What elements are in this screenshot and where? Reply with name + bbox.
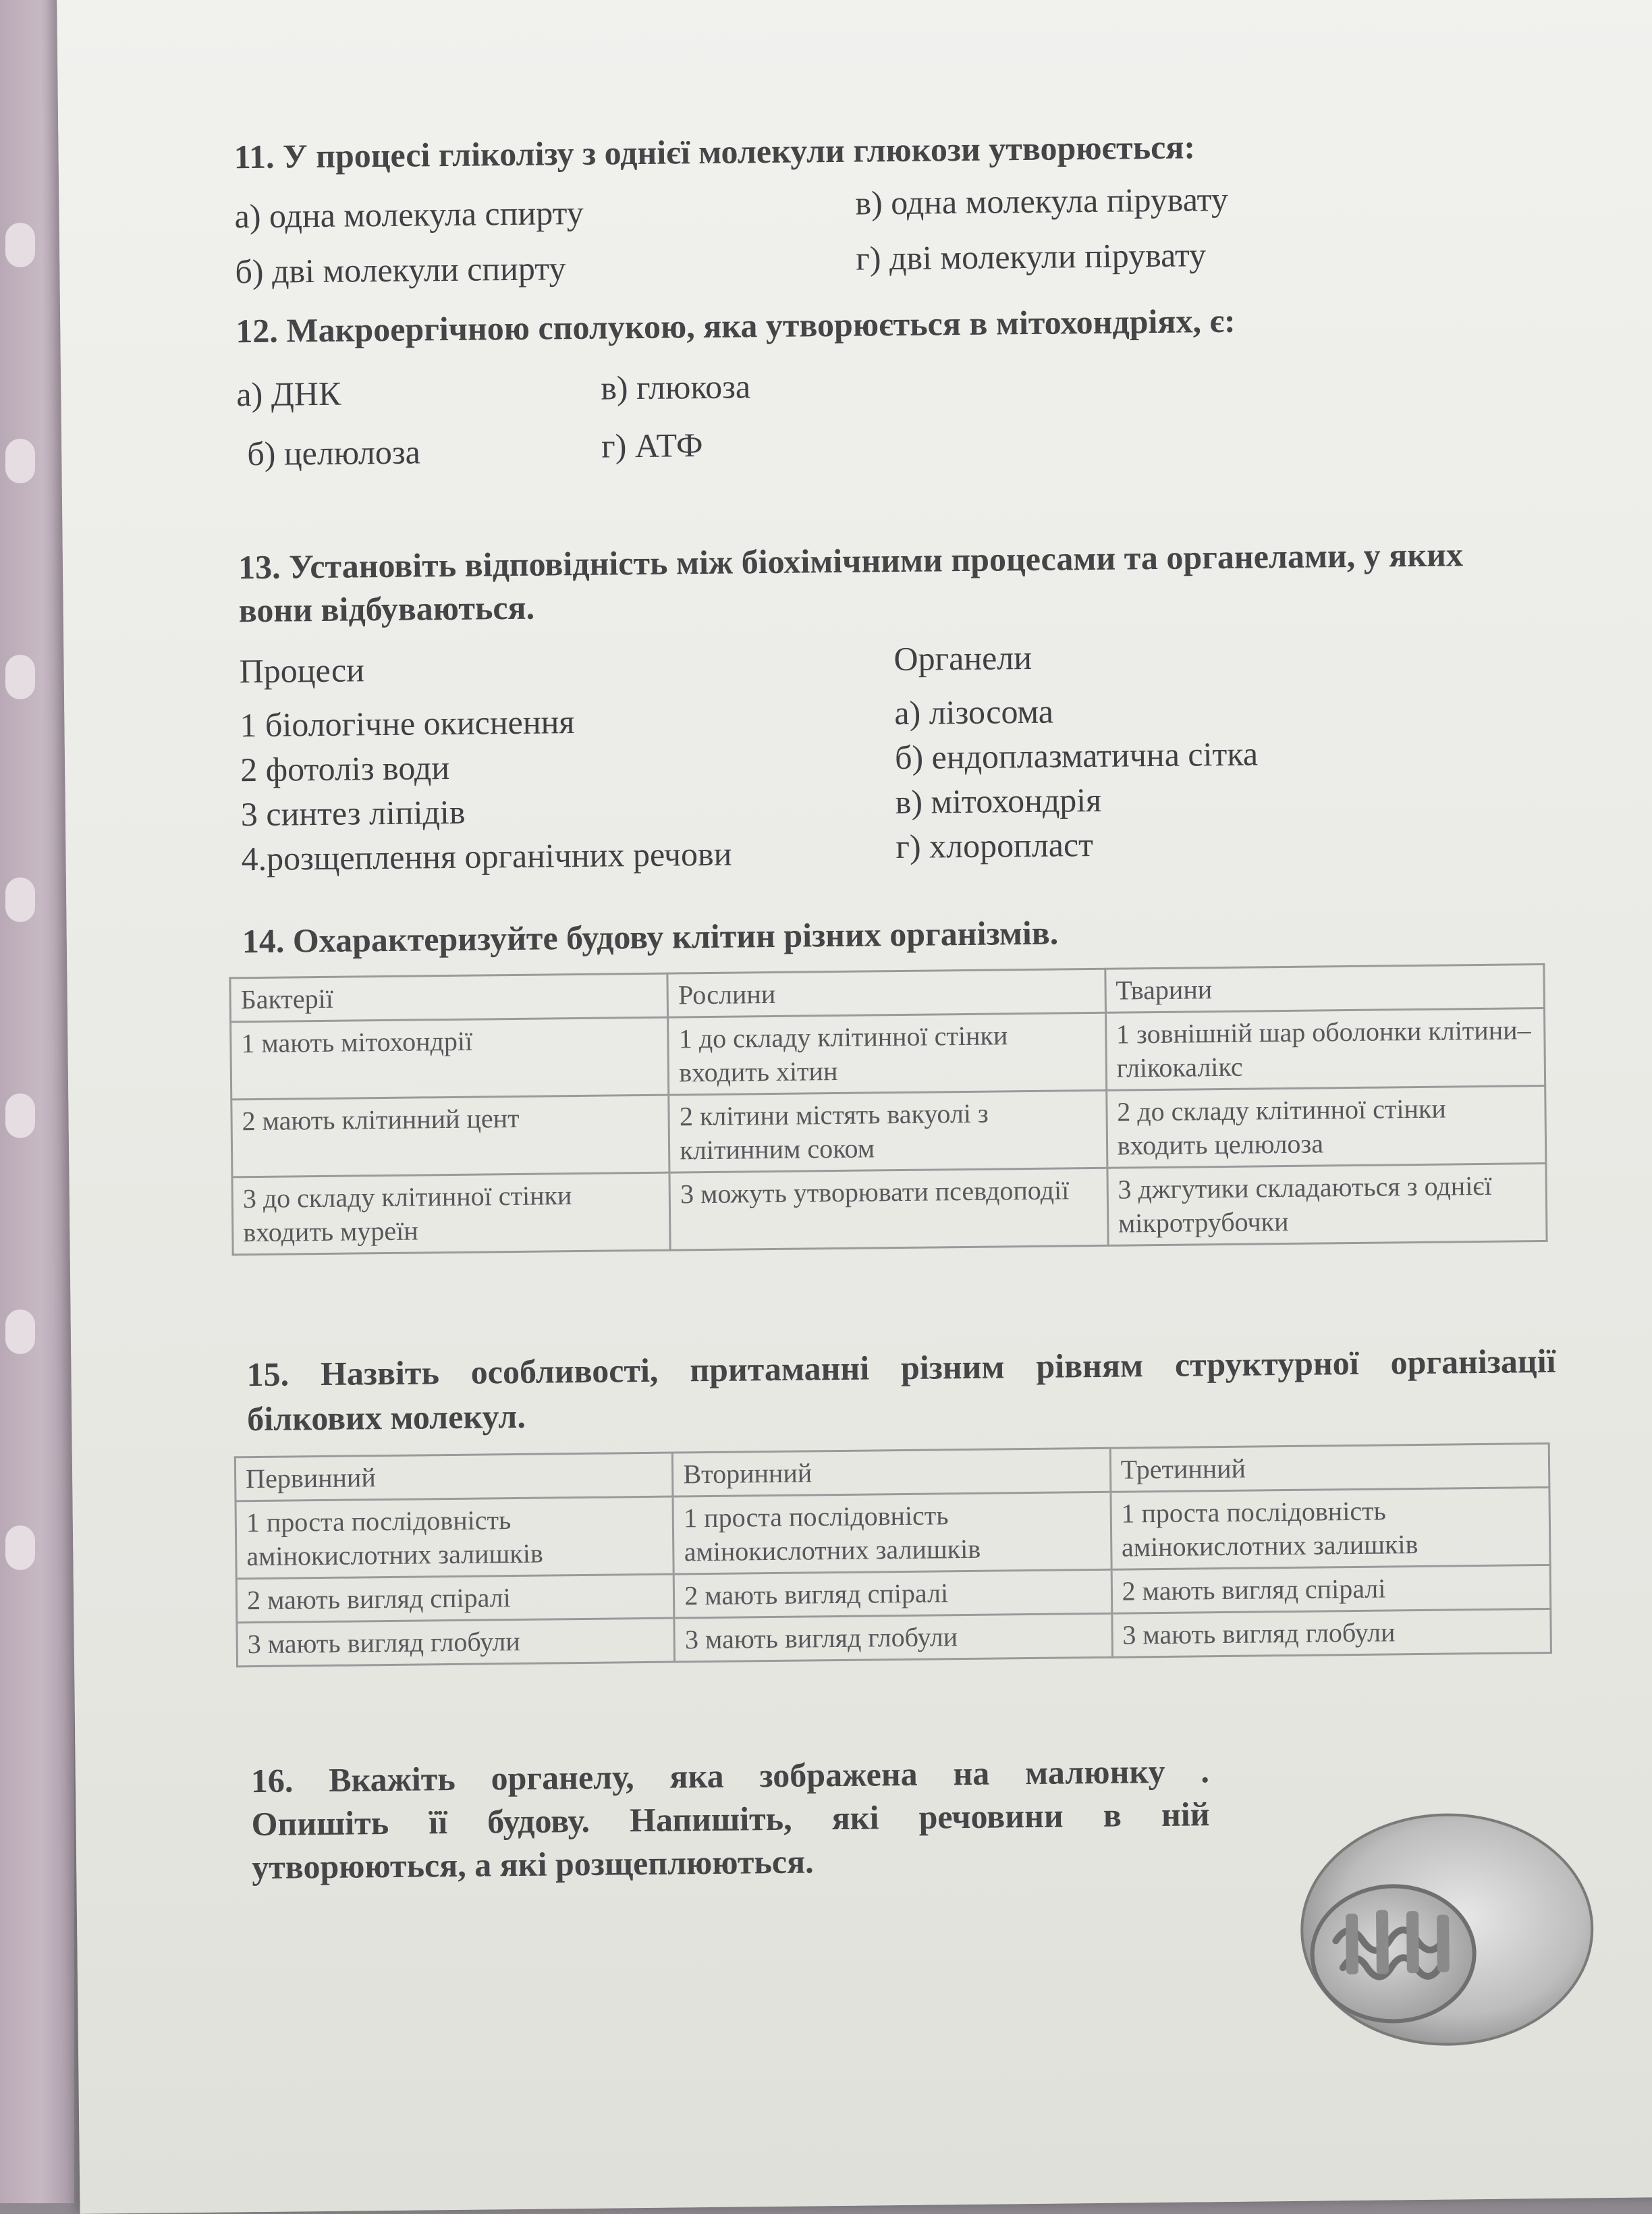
table-header-cell: Тварини (1105, 965, 1545, 1013)
table-cell: 1 зовнішній шар оболонки клітини– глікокалікс (1105, 1008, 1545, 1090)
table-cell: 3 можуть утворювати псевдоподії (669, 1168, 1108, 1250)
binder-hole (5, 1094, 35, 1138)
table-cell: 1 мають мітохондрії (231, 1017, 669, 1100)
binder-hole (5, 1526, 35, 1570)
q13-process-item: 4.розщеплення органічних речови (241, 834, 732, 878)
q13-organelle-item: а) лізосома (894, 692, 1054, 732)
table-header-cell: Первинний (235, 1453, 673, 1501)
organelle-illustration (1277, 1793, 1603, 2080)
q11-option-b: б) дві молекули спирту (235, 249, 566, 291)
worksheet-content (57, 0, 1652, 2214)
table-row (231, 1085, 1546, 1177)
q13-process-item: 2 фотоліз води (240, 748, 450, 789)
q13-organelle-item: г) хлоропласт (896, 825, 1094, 866)
table-cell: 3 джгутики складаються з однієї мікротрубочки (1107, 1163, 1547, 1245)
table-cell: 2 мають клітинний цент (231, 1095, 670, 1177)
table-cell: 1 проста послідовність амінокислотних залишків (673, 1492, 1111, 1574)
q16-question-line3: утворюються, а які розщеплюються. (251, 1842, 814, 1887)
binder-hole (5, 655, 35, 699)
table-cell: 1 проста послідовність амінокислотних залишків (1111, 1487, 1550, 1569)
table-cell: 2 мають вигляд спіралі (674, 1569, 1112, 1618)
table-cell: 3 мають вигляд глобули (237, 1618, 675, 1667)
table-header-cell: Бактерії (230, 973, 668, 1022)
q16-question-line1: 16. Вкажіть органелу, яка зображена на малюнку . (250, 1752, 1210, 1800)
q13-process-item: 1 біологічне окиснення (240, 703, 575, 745)
q11-option-a: а) одна молекула спирту (234, 193, 584, 236)
table-cell: 3 мають вигляд глобули (1112, 1609, 1551, 1657)
table-row (236, 1487, 1550, 1578)
q16-question-line2: Опишіть її будову. Напишіть, які речовини в ній (251, 1795, 1210, 1843)
q14-cell-structure-table (229, 963, 1547, 1256)
q13-question-line2: вони відбуваються. (238, 588, 535, 630)
table-header-cell: Вторинний (673, 1448, 1111, 1496)
q13-process-item: 3 синтез ліпідів (240, 792, 466, 834)
q13-organelles-header: Органели (893, 638, 1032, 678)
q15-question-line2: білкових молекул. (246, 1397, 526, 1438)
table-cell: 3 мають вигляд глобули (674, 1613, 1112, 1662)
table-cell: 2 до складу клітинної стінки входить целюлоза (1106, 1085, 1545, 1168)
binder-hole (5, 439, 35, 483)
binder-hole (5, 223, 35, 267)
table-header-cell: Рослини (667, 969, 1105, 1017)
table-cell: 2 мають вигляд спіралі (1111, 1565, 1551, 1613)
q13-question-line1: 13. Установіть відповідність між біохімічними процесами та органелами, у яких (238, 535, 1464, 587)
table-cell: 1 до складу клітинної стінки входить хітин (668, 1013, 1107, 1095)
q12-option-b: б) целюлоза (246, 433, 421, 473)
table-cell: 2 мають вигляд спіралі (236, 1574, 674, 1623)
q15-question-line1: 15. Назвіть особливості, притаманні різним рівням структурної організації (246, 1341, 1556, 1394)
q12-option-g: г) АТФ (601, 426, 703, 465)
q12-option-a: а) ДНК (236, 374, 341, 414)
q12-option-v: в) глюкоза (600, 367, 751, 407)
binder-hole (5, 1310, 35, 1354)
q13-organelle-item: б) ендоплазматична сітка (894, 734, 1259, 777)
q11-option-g: г) дві молекули пірувату (855, 236, 1207, 277)
worksheet-page (57, 0, 1652, 2214)
q14-question: 14. Охарактеризуйте будову клітин різних організмів. (242, 913, 1059, 961)
binder-hole (5, 878, 35, 922)
table-cell: 2 клітини містять вакуолі з клітинним соком (669, 1090, 1107, 1172)
q13-organelle-item: в) мітохондрія (895, 780, 1102, 821)
q15-protein-structure-table (234, 1442, 1552, 1667)
table-header-cell: Третинний (1110, 1443, 1549, 1492)
q13-processes-header: Процеси (239, 651, 365, 691)
q12-question: 12. Макроергічною сполукою, яка утворюється в мітохондріях, є: (236, 301, 1236, 350)
q11-option-v: в) одна молекула пірувату (855, 180, 1229, 222)
q11-question: 11. У процесі гліколізу з однієї молекули глюкози утворюється: (233, 128, 1196, 176)
table-cell: 3 до складу клітинної стінки входить муреїн (232, 1172, 671, 1255)
table-cell: 1 проста послідовність амінокислотних залишків (236, 1496, 674, 1579)
table-row (232, 1163, 1547, 1254)
table-row (231, 1008, 1545, 1099)
